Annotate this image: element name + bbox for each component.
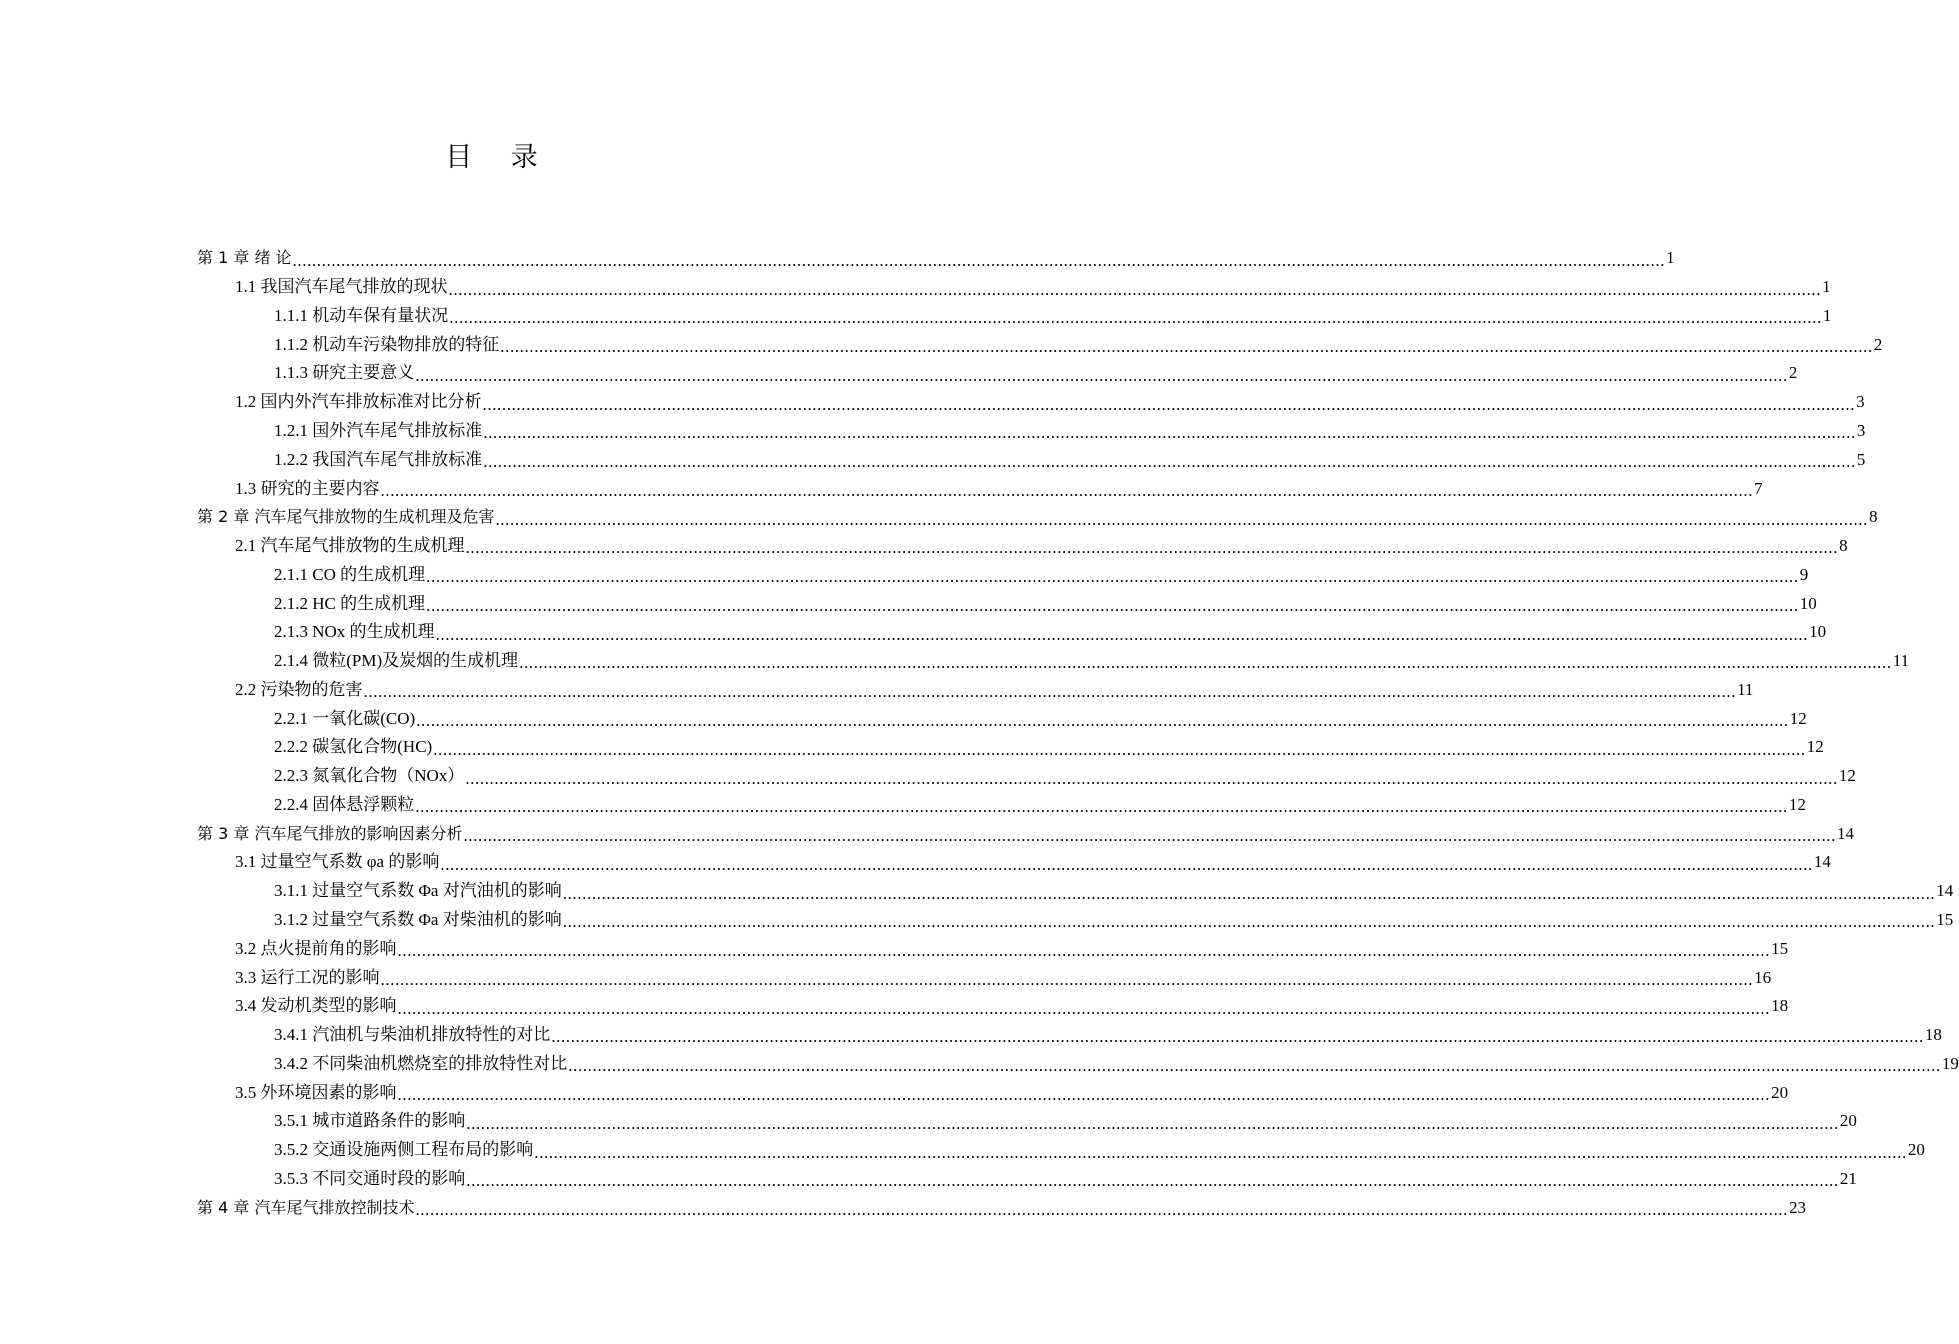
toc-page-number: 20 bbox=[1771, 1082, 1789, 1102]
toc-entry-label: 3.1 过量空气系数 φa 的影响 bbox=[235, 852, 440, 872]
toc-subsection-entry[interactable] bbox=[0, 330, 1883, 359]
toc-page-number: 11 bbox=[1892, 651, 1910, 671]
toc-page-number: 14 bbox=[1813, 852, 1831, 872]
toc-page-number: 1 bbox=[1822, 305, 1832, 325]
toc-entry-label: 3.1.1 过量空气系数 Φa 对汽油机的影响 bbox=[274, 881, 562, 901]
toc-chapter-entry[interactable] bbox=[0, 503, 1878, 532]
toc-page-number: 15 bbox=[1771, 938, 1789, 958]
toc-page-number: 8 bbox=[1839, 536, 1848, 556]
toc-page-number: 18 bbox=[1924, 1025, 1942, 1045]
toc-dot-leader bbox=[398, 1085, 1771, 1107]
toc-dot-leader bbox=[495, 510, 1868, 532]
toc-subsection-entry[interactable] bbox=[0, 647, 1910, 676]
toc-chapter-entry[interactable] bbox=[0, 819, 1855, 848]
toc-dot-leader bbox=[416, 711, 1789, 733]
toc-dot-leader bbox=[426, 567, 1799, 589]
toc-entry-label: 1.3 研究的主要内容 bbox=[235, 478, 380, 498]
toc-page-number: 3 bbox=[1856, 392, 1865, 412]
toc-chapter-entry[interactable] bbox=[0, 1193, 1807, 1222]
toc-page-number: 7 bbox=[1754, 478, 1763, 498]
toc-dot-leader bbox=[534, 1143, 1907, 1165]
toc-section-entry[interactable] bbox=[0, 848, 1831, 877]
toc-page-number: 1 bbox=[1666, 248, 1675, 268]
toc-page-number: 11 bbox=[1737, 679, 1754, 699]
toc-entry-label: 第 1 章 绪 论 bbox=[197, 248, 292, 268]
toc-section-entry[interactable] bbox=[0, 474, 1763, 503]
toc-subsection-entry[interactable] bbox=[0, 445, 1866, 474]
toc-page-number: 12 bbox=[1838, 766, 1856, 786]
toc-entry-label: 2.2 污染物的危害 bbox=[235, 679, 363, 699]
toc-entry-label: 1.1.2 机动车污染物排放的特征 bbox=[274, 334, 500, 354]
toc-section-entry[interactable] bbox=[0, 1078, 1789, 1107]
toc-dot-leader bbox=[415, 1200, 1788, 1222]
toc-page-number: 14 bbox=[1837, 823, 1855, 843]
toc-dot-leader bbox=[381, 481, 1754, 503]
toc-dot-leader bbox=[440, 855, 1813, 877]
toc-section-entry[interactable] bbox=[0, 675, 1754, 704]
toc-dot-leader bbox=[563, 884, 1936, 906]
toc-subsection-entry[interactable] bbox=[0, 791, 1806, 820]
toc-dot-leader bbox=[398, 941, 1771, 963]
toc-section-entry[interactable] bbox=[0, 963, 1772, 992]
toc-subsection-entry[interactable] bbox=[0, 589, 1817, 618]
toc-dot-leader bbox=[381, 970, 1754, 992]
toc-subsection-entry[interactable] bbox=[0, 906, 1954, 935]
toc-dot-leader bbox=[398, 999, 1771, 1021]
toc-entry-label: 1.1.1 机动车保有量状况 bbox=[274, 305, 449, 325]
toc-subsection-entry[interactable] bbox=[0, 704, 1807, 733]
toc-entry-label: 2.1.1 CO 的生成机理 bbox=[274, 564, 426, 584]
toc-dot-leader bbox=[449, 280, 1822, 302]
toc-title: 目 录 bbox=[445, 142, 553, 173]
toc-subsection-entry[interactable] bbox=[0, 762, 1856, 791]
toc-subsection-entry[interactable] bbox=[0, 618, 1827, 647]
toc-entry-label: 3.4.1 汽油机与柴油机排放特性的对比 bbox=[274, 1025, 551, 1045]
toc-page-number: 19 bbox=[1941, 1053, 1959, 1073]
toc-dot-leader bbox=[466, 538, 1839, 560]
toc-entry-label: 3.5.1 城市道路条件的影响 bbox=[274, 1111, 466, 1131]
toc-page-number: 12 bbox=[1789, 708, 1807, 728]
toc-entry-label: 第 2 章 汽车尾气排放物的生成机理及危害 bbox=[197, 507, 495, 527]
toc-dot-leader bbox=[519, 653, 1892, 675]
toc-entry-label: 3.1.2 过量空气系数 Φa 对柴油机的影响 bbox=[274, 909, 562, 929]
toc-section-entry[interactable] bbox=[0, 273, 1831, 302]
toc-section-entry[interactable] bbox=[0, 388, 1865, 417]
toc-subsection-entry[interactable] bbox=[0, 1021, 1942, 1050]
toc-page-number: 18 bbox=[1771, 996, 1789, 1016]
toc-chapter-entry[interactable] bbox=[0, 244, 1675, 273]
toc-dot-leader bbox=[483, 395, 1856, 417]
toc-page-number: 23 bbox=[1789, 1197, 1807, 1217]
toc-subsection-entry[interactable] bbox=[0, 1049, 1959, 1078]
toc-dot-leader bbox=[500, 337, 1873, 359]
toc-page-number: 15 bbox=[1936, 909, 1954, 929]
toc-dot-leader bbox=[465, 769, 1838, 791]
toc-entry-label: 2.2.2 碳氢化合物(HC) bbox=[274, 737, 433, 757]
toc-entry-label: 3.5.2 交通设施两侧工程布局的影响 bbox=[274, 1140, 534, 1160]
toc-entry-label: 2.1.2 HC 的生成机理 bbox=[274, 593, 426, 613]
toc-list bbox=[0, 244, 1959, 1222]
toc-entry-label: 1.1 我国汽车尾气排放的现状 bbox=[235, 277, 448, 297]
toc-page-number: 20 bbox=[1839, 1111, 1857, 1131]
toc-dot-leader bbox=[466, 1171, 1839, 1193]
toc-entry-label: 2.1.4 微粒(PM)及炭烟的生成机理 bbox=[274, 651, 519, 671]
toc-entry-label: 2.1.3 NOx 的生成机理 bbox=[274, 622, 435, 642]
toc-page-number: 12 bbox=[1806, 737, 1824, 757]
toc-entry-label: 2.2.1 一氧化碳(CO) bbox=[274, 708, 416, 728]
toc-page-number: 16 bbox=[1754, 967, 1772, 987]
toc-dot-leader bbox=[563, 912, 1936, 934]
toc-page-number: 10 bbox=[1799, 593, 1817, 613]
toc-page-number: 9 bbox=[1799, 564, 1809, 584]
toc-entry-label: 第 4 章 汽车尾气排放控制技术 bbox=[197, 1197, 415, 1217]
toc-dot-leader bbox=[433, 740, 1806, 762]
toc-entry-label: 3.4 发动机类型的影响 bbox=[235, 996, 397, 1016]
toc-page-number: 3 bbox=[1856, 420, 1866, 440]
toc-page-number: 20 bbox=[1907, 1140, 1925, 1160]
toc-subsection-entry[interactable] bbox=[0, 1165, 1857, 1194]
toc-entry-label: 3.4.2 不同柴油机燃烧室的排放特性对比 bbox=[274, 1053, 568, 1073]
toc-entry-label: 1.2 国内外汽车排放标准对比分析 bbox=[235, 392, 482, 412]
toc-subsection-entry[interactable] bbox=[0, 877, 1954, 906]
toc-page-number: 2 bbox=[1873, 334, 1883, 354]
toc-entry-label: 1.1.3 研究主要意义 bbox=[274, 363, 415, 383]
toc-section-entry[interactable] bbox=[0, 934, 1789, 963]
toc-page-number: 14 bbox=[1936, 881, 1954, 901]
toc-dot-leader bbox=[364, 682, 1737, 704]
toc-dot-leader bbox=[293, 251, 1666, 273]
toc-subsection-entry[interactable] bbox=[0, 1136, 1925, 1165]
toc-dot-leader bbox=[568, 1056, 1941, 1078]
toc-dot-leader bbox=[415, 366, 1788, 388]
toc-subsection-entry[interactable] bbox=[0, 417, 1866, 446]
toc-subsection-entry[interactable] bbox=[0, 1107, 1857, 1136]
toc-page-number: 21 bbox=[1839, 1168, 1857, 1188]
toc-dot-leader bbox=[483, 423, 1856, 445]
toc-subsection-entry[interactable] bbox=[0, 359, 1798, 388]
toc-page-number: 12 bbox=[1788, 794, 1806, 814]
toc-page-number: 5 bbox=[1856, 449, 1866, 469]
toc-page-number: 8 bbox=[1869, 507, 1878, 527]
toc-entry-label: 1.2.1 国外汽车尾气排放标准 bbox=[274, 420, 483, 440]
toc-dot-leader bbox=[466, 1114, 1839, 1136]
toc-entry-label: 3.5 外环境因素的影响 bbox=[235, 1082, 397, 1102]
toc-subsection-entry[interactable] bbox=[0, 733, 1824, 762]
toc-dot-leader bbox=[436, 625, 1809, 647]
toc-dot-leader bbox=[463, 826, 1836, 848]
toc-page-number: 2 bbox=[1788, 363, 1798, 383]
toc-entry-label: 3.2 点火提前角的影响 bbox=[235, 938, 397, 958]
toc-dot-leader bbox=[551, 1027, 1924, 1049]
toc-entry-label: 第 3 章 汽车尾气排放的影响因素分析 bbox=[197, 823, 463, 843]
toc-entry-label: 3.5.3 不同交通时段的影响 bbox=[274, 1168, 466, 1188]
toc-dot-leader bbox=[483, 452, 1856, 474]
toc-entry-label: 2.1 汽车尾气排放物的生成机理 bbox=[235, 536, 465, 556]
toc-dot-leader bbox=[426, 596, 1799, 618]
toc-entry-label: 3.3 运行工况的影响 bbox=[235, 967, 380, 987]
toc-subsection-entry[interactable] bbox=[0, 302, 1832, 331]
toc-page-number: 1 bbox=[1822, 277, 1831, 297]
toc-page-number: 10 bbox=[1809, 622, 1827, 642]
toc-section-entry[interactable] bbox=[0, 532, 1848, 561]
toc-entry-label: 2.2.4 固体悬浮颗粒 bbox=[274, 794, 415, 814]
toc-entry-label: 1.2.2 我国汽车尾气排放标准 bbox=[274, 449, 483, 469]
toc-entry-label: 2.2.3 氮氧化合物（NOx） bbox=[274, 766, 465, 786]
toc-subsection-entry[interactable] bbox=[0, 560, 1809, 589]
toc-section-entry[interactable] bbox=[0, 992, 1789, 1021]
toc-dot-leader bbox=[415, 797, 1788, 819]
toc-dot-leader bbox=[449, 308, 1822, 330]
